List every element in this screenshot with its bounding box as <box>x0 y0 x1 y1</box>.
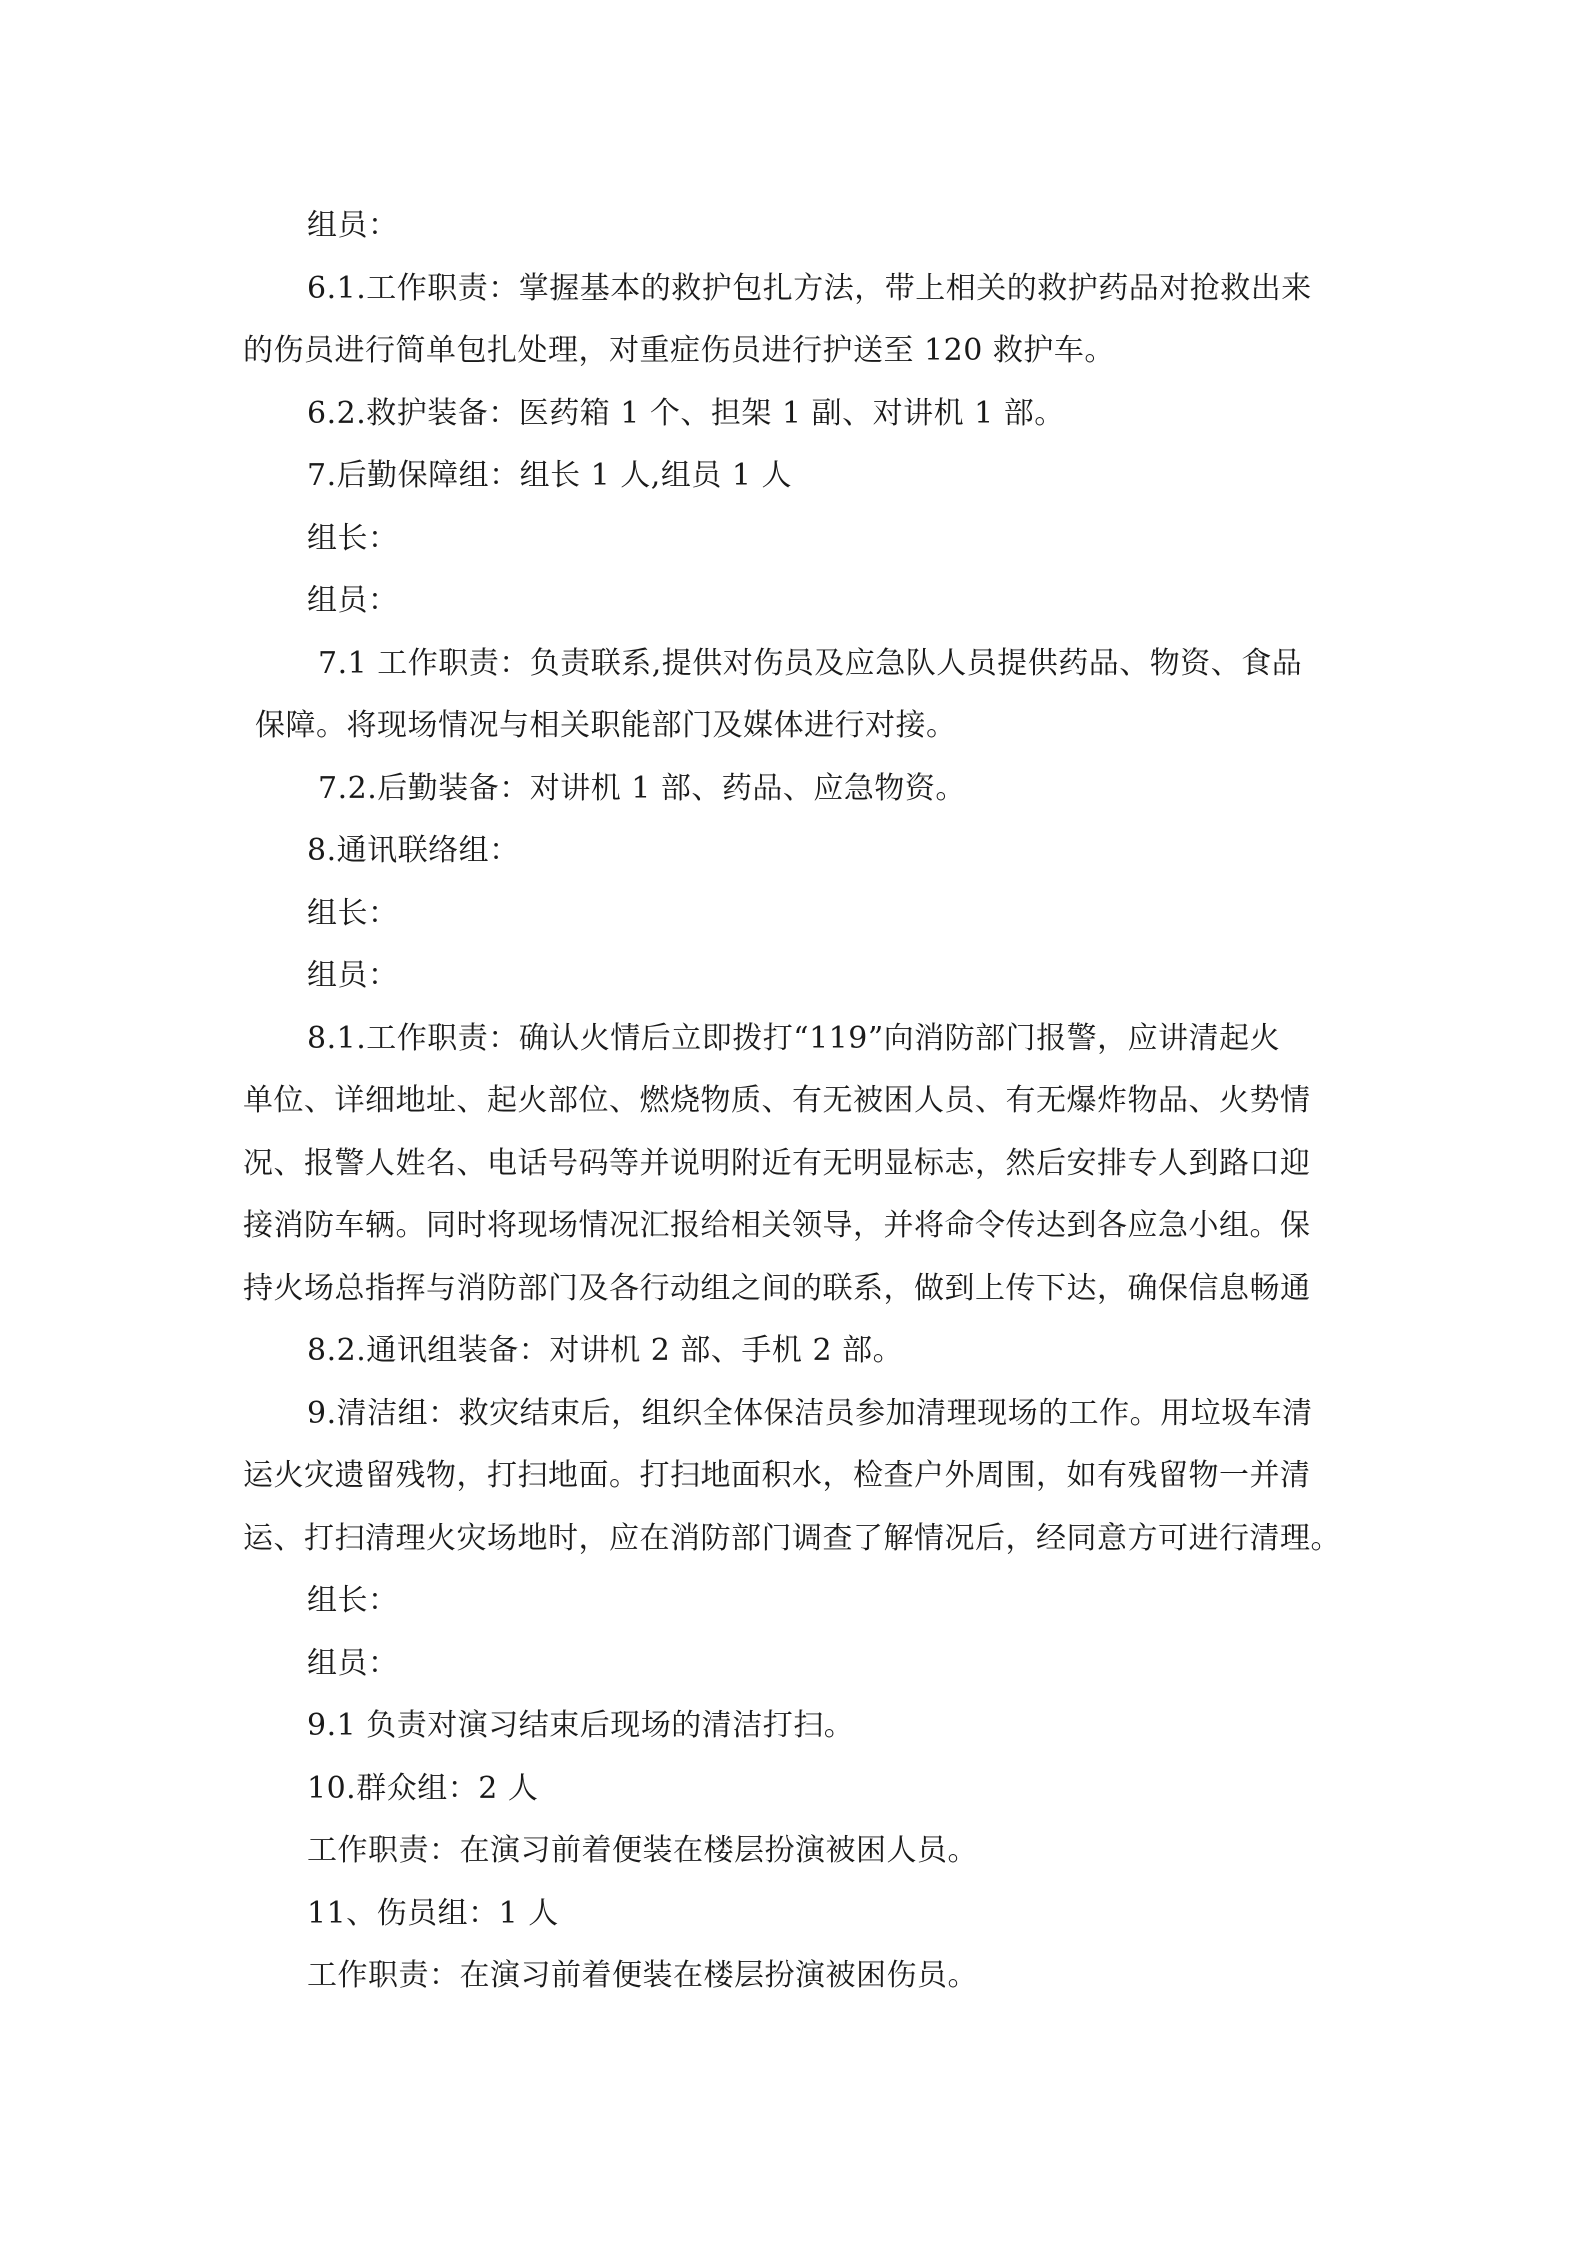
line-11-comms-group: 8.通讯联络组： <box>307 833 520 868</box>
line-7-member-label: 组员： <box>307 583 399 618</box>
line-6-leader-label: 组长： <box>307 521 399 556</box>
line-2-rescue-duty: 6.1.工作职责：掌握基本的救护包扎方法，带上相关的救护药品对抢救出来 <box>307 271 1312 306</box>
line-12-leader-label: 组长： <box>307 896 399 931</box>
line-28-injured-group: 11、伤员组：1 人 <box>307 1896 559 1931</box>
line-22-cleaning-cont: 运、打扫清理火灾场地时，应在消防部门调查了解情况后，经同意方可进行清理。 <box>243 1521 1341 1556</box>
line-29-injured-duty: 工作职责：在演习前着便装在楼层扮演被困伤员。 <box>307 1958 978 1993</box>
line-19-comms-equipment: 8.2.通讯组装备：对讲机 2 部、手机 2 部。 <box>307 1333 904 1368</box>
line-5-logistics-group: 7.后勤保障组：组长 1 人,组员 1 人 <box>307 458 792 493</box>
line-8-logistics-duty: 7.1 工作职责：负责联系,提供对伤员及应急队人员提供药品、物资、食品 <box>318 646 1303 681</box>
line-3-rescue-duty-cont: 的伤员进行简单包扎处理，对重症伤员进行护送至 120 救护车。 <box>243 333 1115 368</box>
line-17-comms-duty-cont: 接消防车辆。同时将现场情况汇报给相关领导，并将命令传达到各应急小组。保 <box>243 1208 1311 1243</box>
line-10-logistics-equipment: 7.2.后勤装备：对讲机 1 部、药品、应急物资。 <box>318 771 966 806</box>
line-9-logistics-duty-cont: 保障。将现场情况与相关职能部门及媒体进行对接。 <box>255 708 957 743</box>
line-26-crowd-group: 10.群众组：2 人 <box>307 1771 539 1806</box>
line-14-comms-duty: 8.1.工作职责：确认火情后立即拨打“119”向消防部门报警，应讲清起火 <box>307 1021 1281 1056</box>
line-13-member-label: 组员： <box>307 958 399 993</box>
line-16-comms-duty-cont: 况、报警人姓名、电话号码等并说明附近有无明显标志，然后安排专人到路口迎 <box>243 1146 1311 1181</box>
line-18-comms-duty-cont: 持火场总指挥与消防部门及各行动组之间的联系，做到上传下达，确保信息畅通 <box>243 1271 1311 1306</box>
line-20-cleaning-group: 9.清洁组：救灾结束后，组织全体保洁员参加清理现场的工作。用垃圾车清 <box>307 1396 1313 1431</box>
line-23-leader-label: 组长： <box>307 1583 399 1618</box>
line-21-cleaning-cont: 运火灾遗留残物，打扫地面。打扫地面积水，检查户外周围，如有残留物一并清 <box>243 1458 1311 1493</box>
line-25-cleaning-duty: 9.1 负责对演习结束后现场的清洁打扫。 <box>307 1708 855 1743</box>
line-27-crowd-duty: 工作职责：在演习前着便装在楼层扮演被困人员。 <box>307 1833 978 1868</box>
line-24-member-label: 组员： <box>307 1646 399 1681</box>
line-15-comms-duty-cont: 单位、详细地址、起火部位、燃烧物质、有无被困人员、有无爆炸物品、火势情 <box>243 1083 1311 1118</box>
line-1-member-label: 组员： <box>307 208 399 243</box>
line-4-rescue-equipment: 6.2.救护装备：医药箱 1 个、担架 1 副、对讲机 1 部。 <box>307 396 1065 431</box>
